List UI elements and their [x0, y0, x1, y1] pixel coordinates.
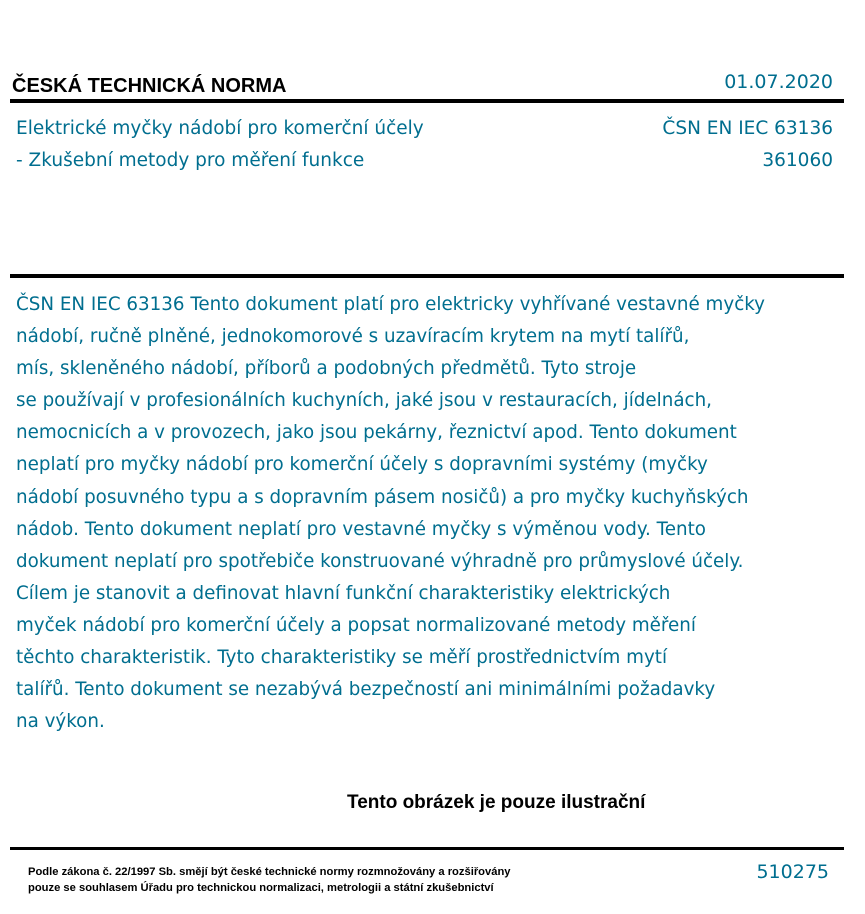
standard-code: ČSN EN IEC 63136 — [662, 118, 833, 139]
publication-date: 01.07.2020 — [724, 71, 833, 93]
section-divider — [10, 274, 844, 278]
standard-title-line-1: Elektrické myčky nádobí pro komerční účely — [16, 118, 424, 139]
legal-notice — [28, 864, 511, 896]
legal-notice-line-1: Podle zákona č. 22/1997 Sb. smějí být české technické normy rozmnožovány a rozšiřovány — [28, 866, 511, 878]
footer-divider — [10, 847, 844, 850]
document-header-title: ČESKÁ TECHNICKÁ NORMA — [12, 75, 287, 97]
document-number: 510275 — [756, 861, 829, 883]
standard-title-line-2: - Zkušební metody pro měření funkce — [16, 150, 365, 171]
abstract-text: ČSN EN IEC 63136 Tento dokument platí pro elektricky vyhřívané vestavné myčky nádobí, ručně plněné, jednokomorové s uzavíracím krytem na mytí talířů, mís, skleněného nádobí, příborů a podobných předmětů. Tyto stroje se používají v profesionálních kuchyních, jaké jsou v restauracích, jídelnách, nemocnicích a v provozech, jako jsou pekárny, řeznictví apod. Tento dokument neplatí pro myčky nádobí pro komerční účely s dopravními systémy (myčky nádobí posuvného typu a s dopravním pásem nosičů) a pro myčky kuchyňských nádob. Tento dokument neplatí pro vestavné myčky s výměnou vody. Tento dokument neplatí pro spotřebiče konstruované výhradně pro průmyslové účely. Cílem je stanovit a definovat hlavní funkční charakteristiky elektrických myček nádobí pro komerční účely a popsat normalizované metody měření těchto charakteristik. Tyto charakteristiky se měří prostřednictvím mytí talířů. Tento dokument se nezabývá bezpečností ani minimálními požadavky na výkon. — [16, 294, 765, 733]
legal-notice-line-2: pouze se souhlasem Úřadu pro technickou normalizaci, metrologii a státní zkušebnictví — [28, 882, 494, 894]
header-divider — [10, 99, 844, 103]
classification-code: 361060 — [762, 150, 833, 171]
illustration-note: Tento obrázek je pouze ilustrační — [347, 792, 646, 813]
